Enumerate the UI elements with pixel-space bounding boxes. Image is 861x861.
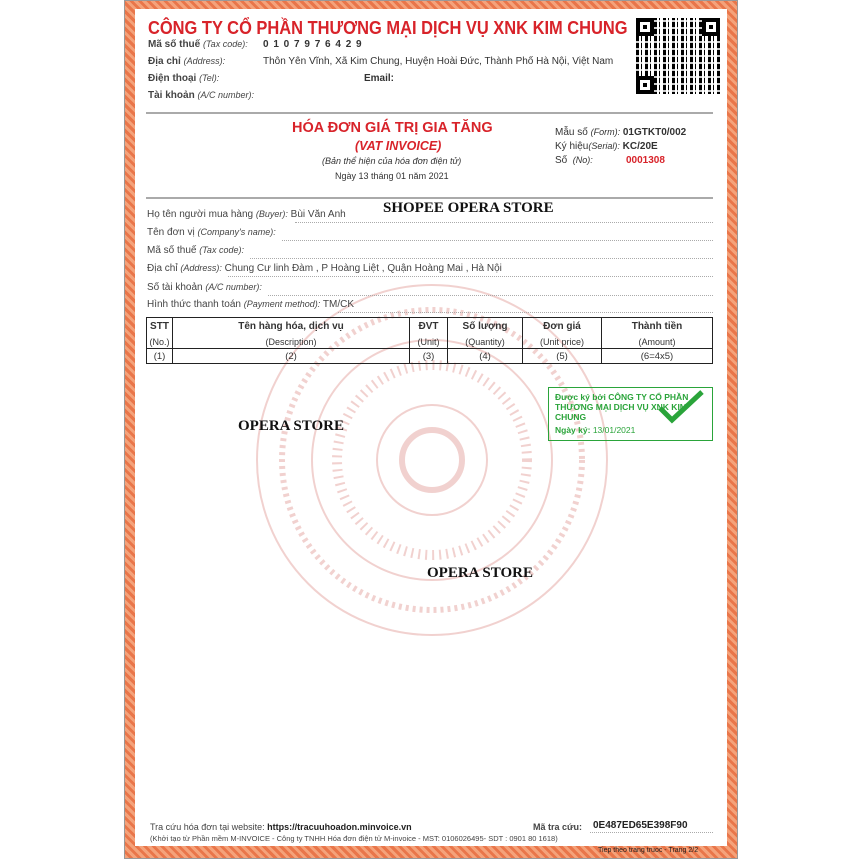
buyer-row: Hình thức thanh toán (Payment method): TM/CK <box>147 299 355 310</box>
watermark-text: OPERA STORE <box>238 418 345 434</box>
serial-value: KC/20E <box>622 141 658 152</box>
tax-label-en: (Tax code): <box>203 39 248 49</box>
tax-label: Mã số thuế <box>148 39 201 50</box>
no-label: Số <box>555 155 568 166</box>
invoice-title: HÓA ĐƠN GIÁ TRỊ GIA TĂNG <box>292 120 493 136</box>
qr-code <box>636 18 720 94</box>
footer-note: (Khởi tạo từ Phần mềm M-INVOICE - Công ty TNHH Hóa đơn điện tử M-invoice - MST: 0106026495- SDT : 0901 80 1618) <box>150 834 558 843</box>
code-label: Mã tra cứu: <box>533 822 583 832</box>
watermark-text: SHOPEE OPERA STORE <box>383 200 554 216</box>
account-label: Tài khoản <box>148 90 195 101</box>
tel-label: Điện thoại <box>148 73 197 84</box>
serial-label-en: (Serial): <box>588 141 620 151</box>
company-tax-code: 0 1 0 7 9 7 6 4 2 9 <box>263 39 363 50</box>
buyer-row: Tên đơn vị (Company's name): <box>147 227 276 238</box>
watermark-text: OPERA STORE <box>427 565 534 581</box>
form-value: 01GTKT0/002 <box>622 127 687 138</box>
serial-label: Ký hiệu <box>555 141 589 152</box>
address-label: Địa chỉ <box>148 56 181 67</box>
company-name: CÔNG TY CỔ PHẦN THƯƠNG MẠI DỊCH VỤ XNK KIM CHUNG <box>148 17 628 38</box>
invoice-subtitle: (Bản thể hiện của hóa đơn điện tử) <box>322 156 462 166</box>
buyer-row: Họ tên người mua hàng (Buyer): Bùi Văn Anh <box>147 209 346 220</box>
page-indicator: Tiep theo trang truoc - Trang 2/2 <box>598 847 699 854</box>
address-label-en: (Address): <box>183 56 226 66</box>
account-label-en: (A/C number): <box>197 90 254 100</box>
form-label-en: (Form): <box>590 127 621 137</box>
sign-date: 13/01/2021 <box>592 425 636 435</box>
signature-stamp <box>548 387 713 441</box>
buyer-row: Mã số thuế (Tax code): <box>147 245 244 256</box>
signed-by: Được ký bởi CÔNG TY CỔ PHẦN THƯƠNG MẠI DỊCH VỤ XNK KIM CHUNG <box>555 392 689 422</box>
company-address: Thôn Yên Vĩnh, Xã Kim Chung, Huyện Hoài Đức, Thành Phố Hà Nội, Việt Nam <box>263 56 614 67</box>
form-label: Mẫu số <box>555 127 588 138</box>
lookup-code: 0E487ED65E398F90 <box>593 820 688 831</box>
items-table: STT Tên hàng hóa, dịch vụ ĐVT Số lượng Đơn giá Thành tiền (No.) (Description) (Unit) (Quantity) (Unit price) (Amount) (1) (2) (3) (4) (5) (6=4x5) <box>146 317 713 364</box>
no-label-en: (No): <box>572 155 593 165</box>
buyer-row: Địa chỉ (Address): Chung Cư linh Đàm , P Hoàng Liệt , Quận Hoàng Mai , Hà Nội <box>147 263 502 274</box>
checkmark-icon <box>656 390 704 424</box>
invoice-number: 0001308 <box>626 155 665 166</box>
invoice-title-en: (VAT INVOICE) <box>355 139 442 153</box>
sign-date-label: Ngày ký: <box>555 425 591 435</box>
invoice-date: Ngày 13 tháng 01 năm 2021 <box>335 171 449 181</box>
tel-label-en: (Tel): <box>199 73 220 83</box>
lookup-label: Tra cứu hóa đơn tại website: <box>150 822 265 832</box>
buyer-row: Số tài khoản (A/C number): <box>147 282 262 293</box>
lookup-url[interactable]: https://tracuuhoadon.minvoice.vn <box>267 822 412 832</box>
email-label: Email: <box>364 73 395 84</box>
